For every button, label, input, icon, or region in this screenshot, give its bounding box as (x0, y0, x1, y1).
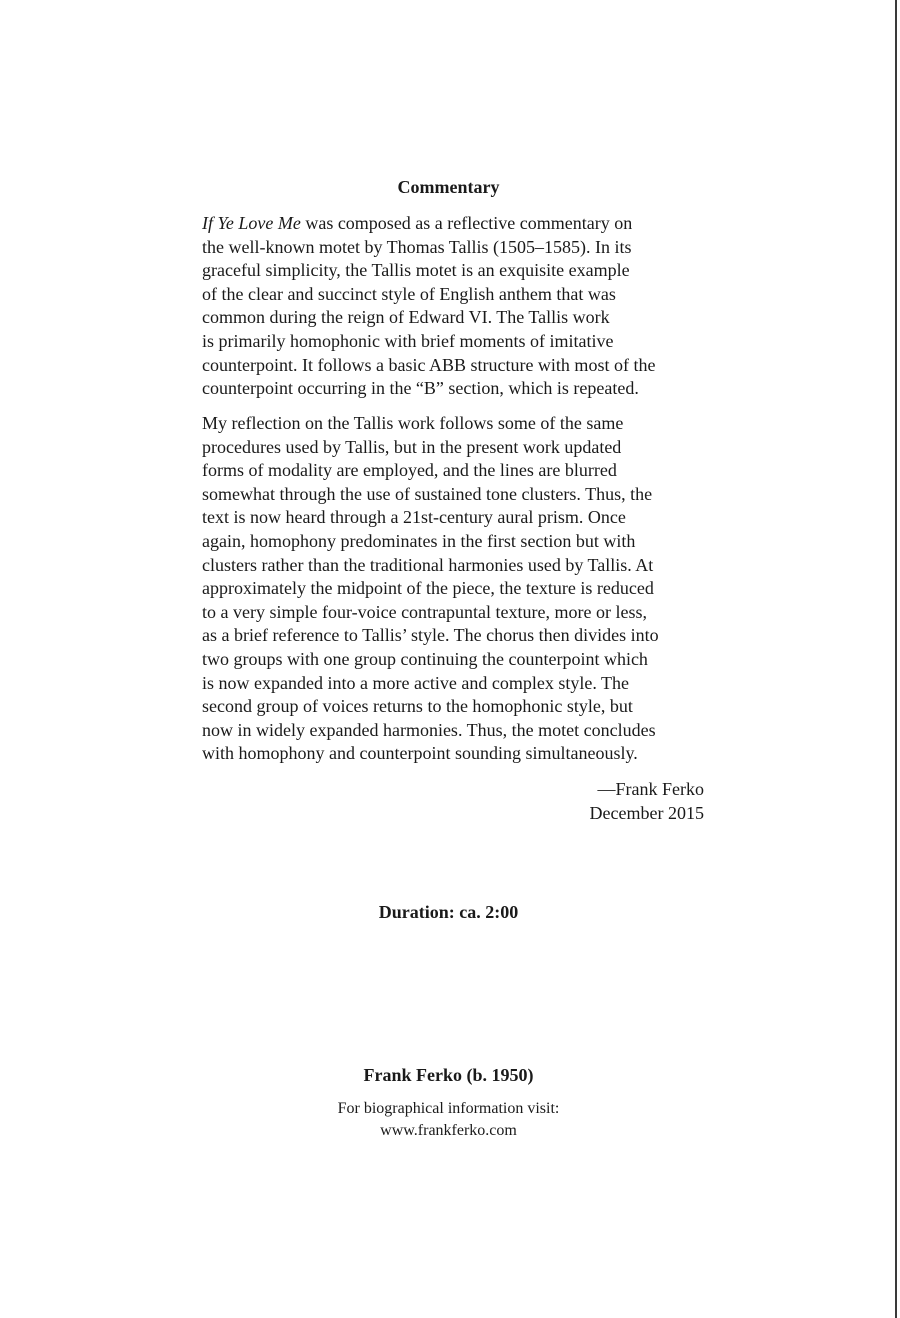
paragraph-line: procedures used by Tallis, but in the present work updated (202, 436, 622, 457)
signature-block (202, 777, 704, 825)
duration-label: Duration: ca. 2:00 (378, 902, 519, 922)
paragraph-line: forms of modality are employed, and the lines are blurred (202, 460, 617, 481)
paragraph-line: graceful simplicity, the Tallis motet is an exquisite example (202, 260, 630, 281)
paragraph-line: now in widely expanded harmonies. Thus, the motet concludes (202, 719, 656, 740)
commentary-paragraph-1 (202, 212, 708, 401)
paragraph-line: My reflection on the Tallis work follows some of the same (202, 413, 624, 433)
paragraph-line: counterpoint. It follows a basic ABB structure with most of the (202, 354, 656, 375)
commentary-heading: Commentary (397, 177, 500, 197)
bio-text: For biographical information visit: (337, 1100, 560, 1117)
signature-date: December 2015 (589, 803, 704, 823)
paragraph-line: common during the reign of Edward VI. The Tallis work (202, 307, 610, 328)
commentary-paragraph-2 (202, 412, 708, 766)
paragraph-line: to a very simple four-voice contrapuntal texture, more or less, (202, 601, 647, 622)
paragraph-line: counterpoint occurring in the “B” section, which is repeated. (202, 378, 639, 399)
paragraph-line (202, 212, 708, 236)
paragraph-line: somewhat through the use of sustained tone clusters. Thus, the (202, 483, 653, 504)
paragraph-line: is now expanded into a more active and complex style. The (202, 672, 630, 693)
composer-bio (0, 1098, 897, 1142)
paragraph-line: of the clear and succinct style of English anthem that was (202, 283, 616, 304)
paragraph-line: two groups with one group continuing the counterpoint which (202, 648, 648, 669)
paragraph-line-text: was composed as a reflective commentary on (300, 213, 633, 233)
paragraph-line: is primarily homophonic with brief moments of imitative (202, 330, 614, 351)
paragraph-line: with homophony and counterpoint sounding simultaneously. (202, 743, 638, 764)
bio-url: www.frankferko.com (380, 1122, 517, 1139)
composer-name: Frank Ferko (b. 1950) (363, 1065, 534, 1085)
work-title: If Ye Love Me (202, 213, 301, 233)
paragraph-line: second group of voices returns to the homophonic style, but (202, 696, 633, 717)
paragraph-line: clusters rather than the traditional harmonies used by Tallis. At (202, 554, 654, 575)
paragraph-line: the well-known motet by Thomas Tallis (1505–1585). In its (202, 236, 632, 257)
paragraph-line: text is now heard through a 21st-century aural prism. Once (202, 507, 626, 528)
paragraph-line: approximately the midpoint of the piece, the texture is reduced (202, 578, 654, 599)
paragraph-line: as a brief reference to Tallis’ style. The chorus then divides into (202, 625, 659, 646)
signature-author: —Frank Ferko (597, 779, 704, 799)
paragraph-line: again, homophony predominates in the first section but with (202, 530, 636, 551)
